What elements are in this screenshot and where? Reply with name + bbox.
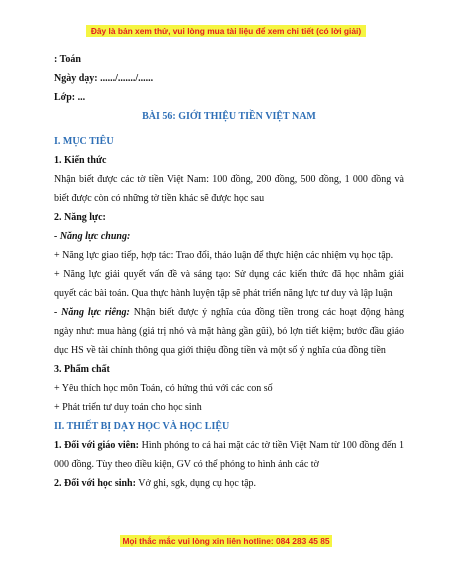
student-materials-label: 2. Đối với học sinh: bbox=[54, 478, 136, 489]
competence-heading: 2. Năng lực: bbox=[54, 212, 106, 223]
specific-competence-paragraph bbox=[54, 303, 404, 360]
quality-item-math-interest: + Yêu thích học môn Toán, có hứng thú với các con số bbox=[54, 383, 273, 394]
student-materials-paragraph bbox=[54, 474, 404, 493]
lesson-title: BÀI 56: GIỚI THIỆU TIỀN VIỆT NAM bbox=[142, 111, 316, 122]
equipment-heading: II. THIẾT BỊ DẠY HỌC VÀ HỌC LIỆU bbox=[54, 421, 230, 432]
student-materials-text: Vở ghi, sgk, dụng cụ học tập. bbox=[135, 478, 257, 489]
lesson-plan-body bbox=[54, 50, 404, 493]
specific-competence-text: Nhận biết được ý nghĩa của đồng tiền trong các hoạt động hàng ngày như: mua hàng (giá trị nhỏ và mặt hàng gần gũi), bỏ lợn tiết kiệm; bước đầu giáo dục HS về tài chính thông qua giới thiệu đồng tiền và một số ý nghĩa của đồng tiền bbox=[54, 307, 404, 356]
general-competence-heading: - Năng lực chung: bbox=[54, 231, 131, 242]
preview-notice-banner: Đây là bản xem thử, vui lòng mua tài liệu để xem chi tiết (có lời giải) bbox=[86, 25, 366, 37]
subject-line: : Toán bbox=[54, 54, 81, 65]
teacher-materials-text: Hình phóng to cả hai mặt các tờ tiền Việt Nam từ 100 đồng đến 1 000 đồng. Tùy theo điều kiện, GV có thể phóng to hình ảnh các tờ bbox=[54, 440, 404, 470]
quality-item-math-thinking: + Phát triển tư duy toán cho học sinh bbox=[54, 402, 202, 413]
general-competence-item-communication: + Năng lực giao tiếp, hợp tác: Trao đổi, thảo luận để thực hiện các nhiệm vụ học tập. bbox=[54, 250, 394, 261]
teacher-materials-label: 1. Đối với giáo viên: bbox=[54, 440, 140, 451]
general-competence-item-problem-solving: + Năng lực giải quyết vấn đề và sáng tạo: Sử dụng các kiến thức đã học nhằm giải quyết các bài toán. Qua thực hành luyện tập sẽ phát triển năng lực tư duy và lập luận bbox=[54, 269, 404, 299]
hotline-notice-banner: Mọi thắc mắc vui lòng xin liên hotline: 084 283 45 85 bbox=[120, 535, 332, 547]
class-line: Lớp: ... bbox=[54, 92, 86, 103]
objectives-heading: I. MỤC TIÊU bbox=[54, 136, 114, 147]
specific-competence-label: - Năng lực riêng: bbox=[54, 307, 130, 318]
quality-heading: 3. Phẩm chất bbox=[54, 364, 110, 375]
teaching-date-line: Ngày dạy: ....../......./...... bbox=[54, 73, 154, 84]
teacher-materials-paragraph bbox=[54, 436, 404, 474]
knowledge-text: Nhận biết được các tờ tiền Việt Nam: 100 đồng, 200 đồng, 500 đồng, 1 000 đồng và biết được còn có những tờ tiền khác sẽ được học sau bbox=[54, 174, 404, 204]
knowledge-heading: 1. Kiến thức bbox=[54, 155, 107, 166]
